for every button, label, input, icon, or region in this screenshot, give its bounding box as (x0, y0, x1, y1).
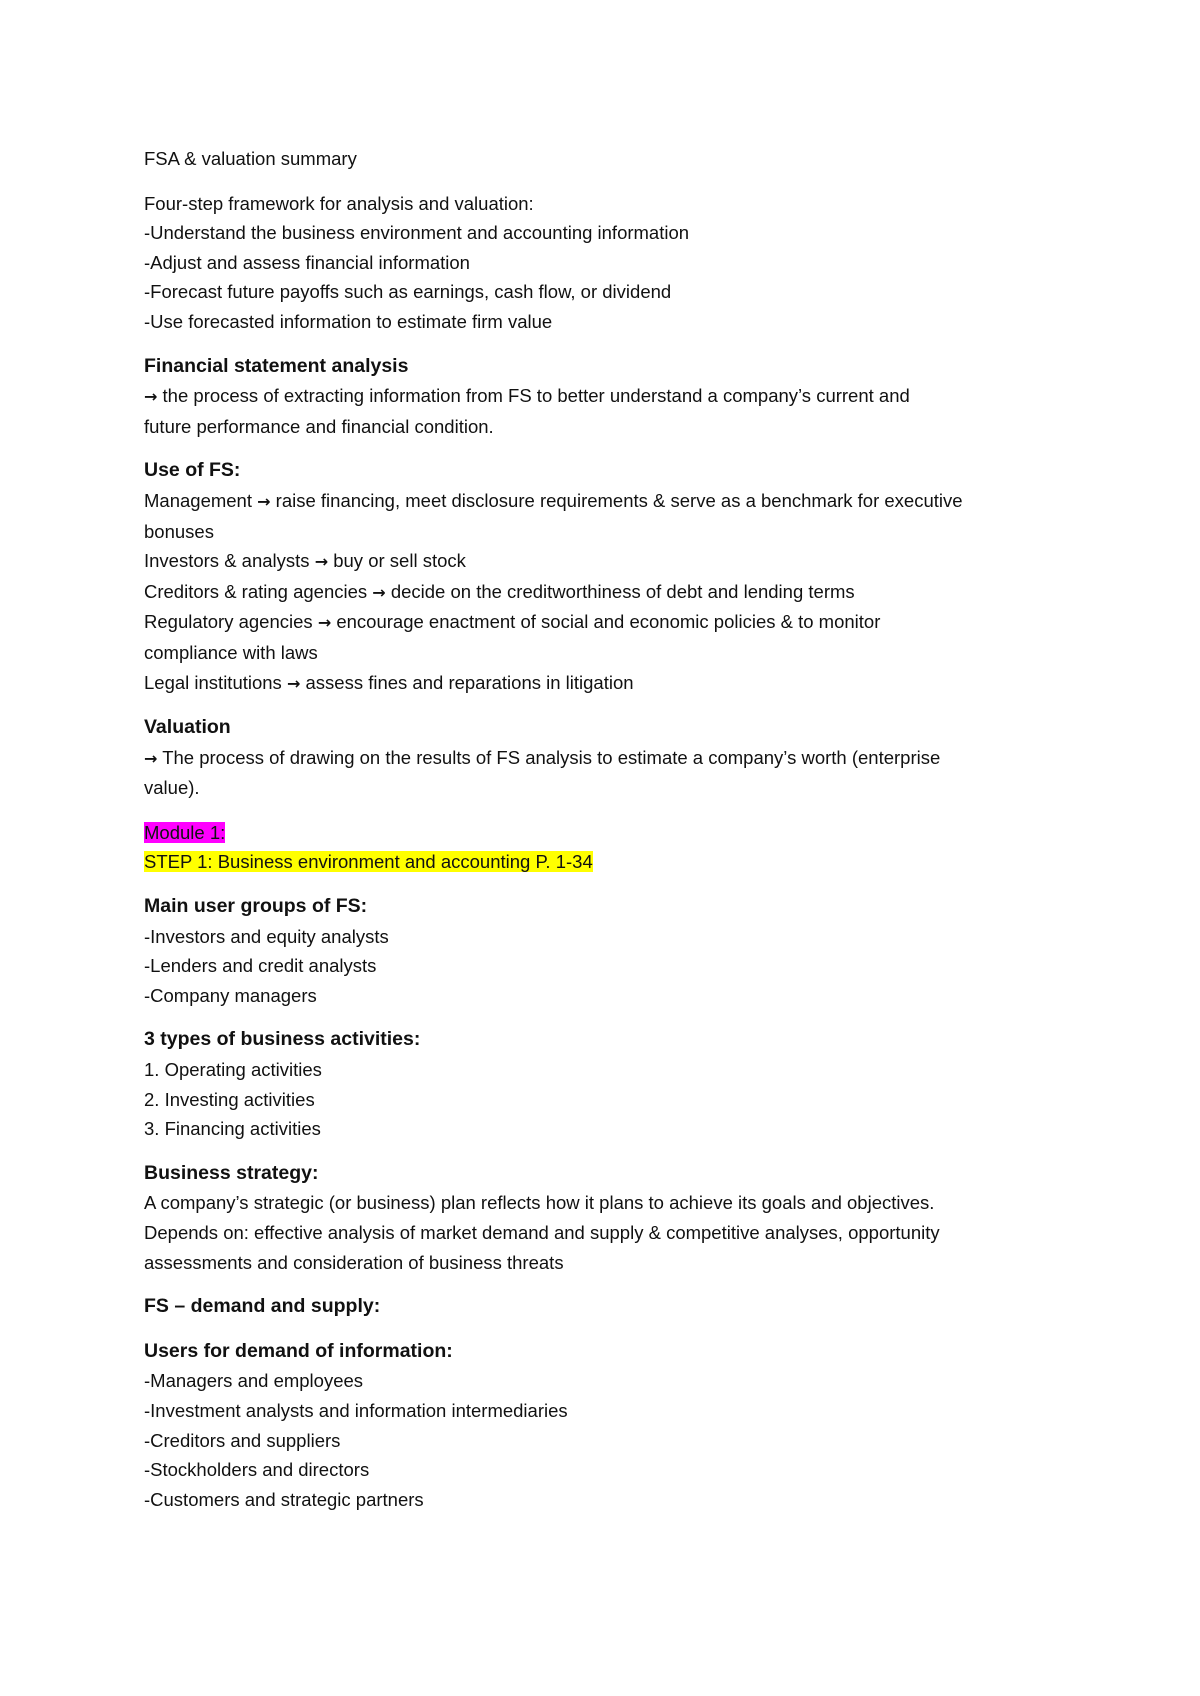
valuation-line (144, 743, 1080, 774)
fsa-line: future performance and financial condition. (144, 415, 494, 437)
fsa-block (144, 352, 1080, 442)
arrow-right-icon: → (144, 748, 158, 768)
arrow-right-icon: → (372, 582, 386, 602)
strategy-line: Depends on: effective analysis of market demand and supply & competitive analyses, opportunity (144, 1222, 940, 1243)
list-item: -Stockholders and directors (144, 1459, 370, 1481)
module-step: STEP 1: Business environment and accounting P. 1-34 (144, 851, 593, 873)
list-item: -Investment analysts and information intermediaries (144, 1399, 568, 1421)
use-item-cont: compliance with laws (144, 641, 318, 663)
list-item: 1. Operating activities (144, 1059, 322, 1081)
use-item (144, 546, 1080, 577)
module-block (144, 818, 1080, 877)
doc-title-block (144, 144, 1080, 174)
list-item: -Customers and strategic partners (144, 1488, 424, 1510)
use-item (144, 668, 1080, 699)
demand-supply-heading: FS – demand and supply: (144, 1295, 381, 1318)
use-item-what: buy or sell stock (328, 550, 466, 572)
list-item: 2. Investing activities (144, 1088, 315, 1110)
arrow-right-icon: → (314, 552, 329, 572)
user-groups-block (144, 892, 1080, 1010)
list-item: -Managers and employees (144, 1370, 364, 1392)
framework-intro: Four-step framework for analysis and valuation: (144, 192, 534, 214)
module-step-line (144, 847, 1080, 877)
fsa-text: the process of extracting information from FS to better understand a company’s current and (157, 385, 910, 407)
use-item (144, 577, 1080, 608)
module-label-line (144, 818, 1080, 848)
activities-heading: 3 types of business activities: (144, 1028, 421, 1051)
use-of-fs-block (144, 456, 1080, 698)
framework-item: -Forecast future payoffs such as earnings, cash flow, or dividend (144, 281, 672, 303)
valuation-heading: Valuation (144, 716, 231, 739)
arrow-right-icon: → (317, 613, 332, 633)
use-item (144, 607, 1080, 638)
use-item-who: Regulatory agencies (144, 611, 318, 633)
strategy-heading: Business strategy: (144, 1161, 319, 1184)
activities-block (144, 1025, 1080, 1143)
valuation-block (144, 713, 1080, 803)
user-groups-heading: Main user groups of FS: (144, 895, 368, 918)
use-item-who: Investors & analysts (144, 550, 315, 572)
list-item: -Investors and equity analysts (144, 925, 389, 947)
framework-item: -Use forecasted information to estimate firm value (144, 310, 553, 332)
demand-supply-block (144, 1292, 1080, 1322)
arrow-right-icon: → (257, 491, 271, 511)
list-item: 3. Financing activities (144, 1118, 321, 1140)
use-of-fs-heading: Use of FS: (144, 459, 241, 482)
demand-users-block (144, 1337, 1080, 1515)
arrow-right-icon: → (286, 673, 301, 693)
strategy-line: assessments and consideration of business threats (144, 1251, 564, 1273)
framework-item: -Adjust and assess financial information (144, 251, 470, 273)
fsa-heading: Financial statement analysis (144, 354, 409, 377)
strategy-block (144, 1159, 1080, 1277)
use-item-cont: bonuses (144, 520, 214, 542)
list-item: -Lenders and credit analysts (144, 955, 377, 977)
valuation-line: value). (144, 777, 200, 799)
use-item-what: encourage enactment of social and economic policies & to monitor (331, 611, 881, 633)
valuation-text: The process of drawing on the results of FS analysis to estimate a company’s worth (enterprise (157, 746, 941, 768)
use-item (144, 486, 1080, 517)
use-item-who: Management (144, 489, 258, 511)
use-item-what: assess fines and reparations in litigation (300, 671, 634, 693)
doc-title: FSA & valuation summary (144, 148, 357, 169)
use-item-what: raise financing, meet disclosure requirements & serve as a benchmark for executive (270, 489, 963, 511)
use-item-who: Legal institutions (144, 671, 287, 693)
fsa-line (144, 381, 1080, 412)
list-item: -Creditors and suppliers (144, 1429, 341, 1451)
framework-item: -Understand the business environment and accounting information (144, 222, 690, 244)
demand-users-heading: Users for demand of information: (144, 1339, 453, 1362)
framework-block (144, 189, 1080, 337)
arrow-right-icon: → (144, 387, 158, 407)
use-item-what: decide on the creditworthiness of debt and lending terms (385, 580, 855, 602)
strategy-line: A company’s strategic (or business) plan reflects how it plans to achieve its goals and objectives. (144, 1192, 935, 1214)
use-item-who: Creditors & rating agencies (144, 580, 373, 602)
list-item: -Company managers (144, 984, 317, 1006)
module-label: Module 1: (144, 821, 226, 843)
